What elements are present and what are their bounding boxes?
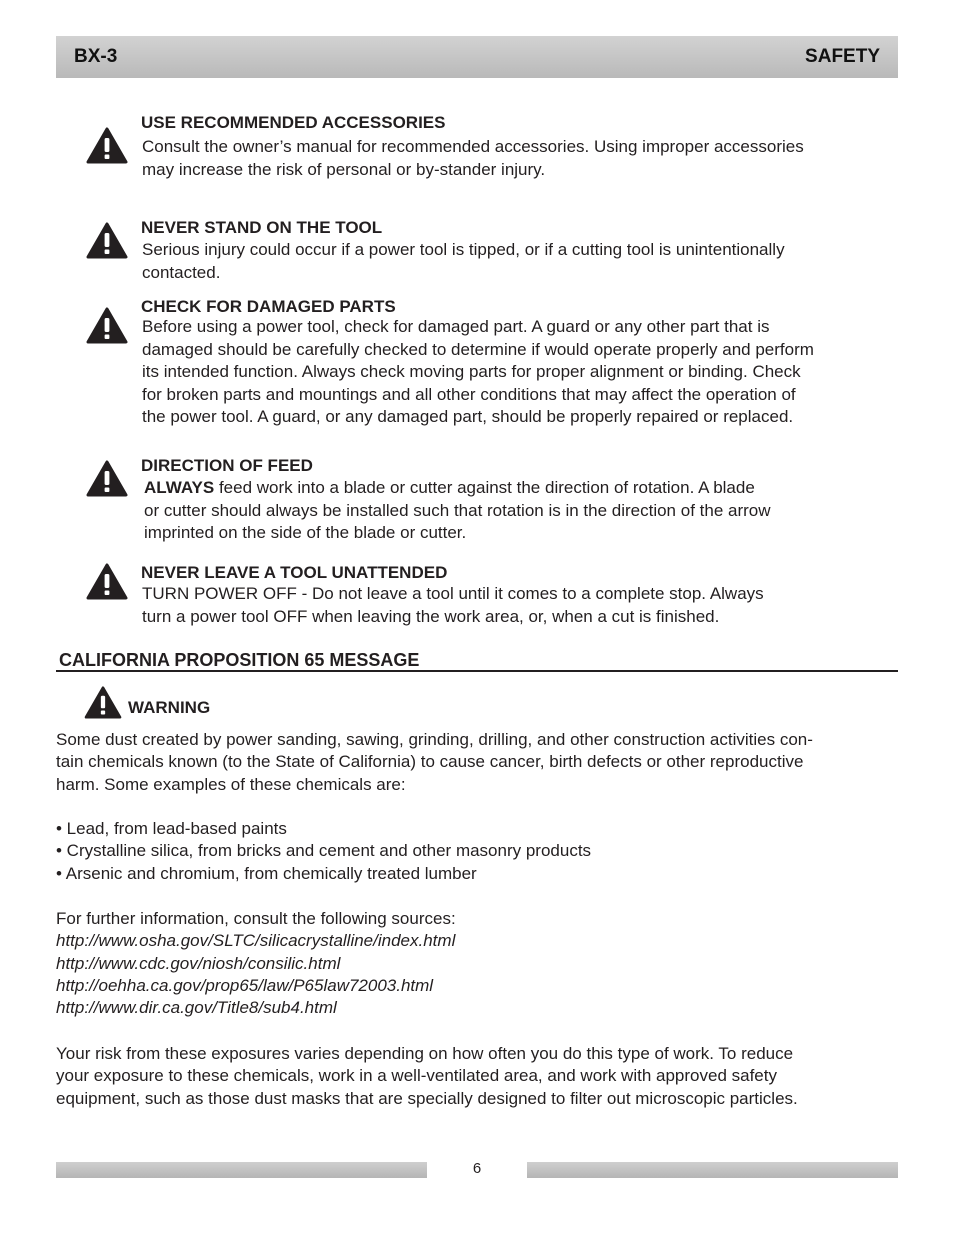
item-title: CHECK FOR DAMAGED PARTS: [141, 297, 396, 316]
warning-triangle-icon: [84, 686, 122, 719]
list-item: • Crystalline silica, from bricks and cement and other masonry products: [56, 841, 592, 861]
warning-triangle-icon: [86, 460, 128, 497]
prop65-heading: CALIFORNIA PROPOSITION 65 MESSAGE: [56, 650, 898, 672]
item-title: NEVER STAND ON THE TOOL: [141, 218, 383, 237]
footer-bar-right: [527, 1162, 898, 1178]
source-link-osha[interactable]: http://www.osha.gov/SLTC/silicacrystalline/index.html: [56, 931, 456, 951]
item-body: Serious injury could occur if a power tool is tipped, or if a cutting tool is unintentionally contacted.: [142, 240, 785, 282]
prop65-closing: Your risk from these exposures varies depending on how often you do this type of work. To reduce your exposure to these chemicals, work in a well-ventilated area, and work with approved safety equipment, such as those dust masks that are specially designed to filter out microscopic particles.: [56, 1044, 798, 1108]
safety-item-damaged-parts: [86, 297, 896, 437]
page-header: [56, 36, 898, 78]
warning-triangle-icon: [86, 127, 128, 164]
list-item: • Arsenic and chromium, from chemically treated lumber: [56, 863, 477, 883]
item-body: Consult the owner’s manual for recommended accessories. Using improper accessories may increase the risk of personal or by-stander injury.: [142, 137, 804, 179]
chemical-list: [56, 818, 591, 885]
sources-block: [56, 908, 456, 1019]
item-body: Before using a power tool, check for damaged part. A guard or any other part that is damaged should be carefully checked to determine if would operate properly and perform its intended function. Always check moving parts for proper alignment or binding. Check for broken parts and mountings and all other conditions that may affect the operation of the power tool. A guard, or any damaged part, should be properly repaired or replaced.: [142, 317, 814, 426]
safety-item-stand: [86, 218, 896, 288]
footer-bar-left: [56, 1162, 427, 1178]
item-title: NEVER LEAVE A TOOL UNATTENDED: [141, 563, 448, 582]
warning-triangle-icon: [86, 222, 128, 259]
sources-intro: For further information, consult the following sources:: [56, 909, 456, 928]
source-link-cdc[interactable]: http://www.cdc.gov/niosh/consilic.html: [56, 953, 341, 973]
item-body: ALWAYS feed work into a blade or cutter against the direction of rotation. A blade or cutter should always be installed such that rotation is in the direction of the arrow imprinted on the side of the blade or cutter.: [144, 478, 771, 542]
source-link-dir[interactable]: http://www.dir.ca.gov/Title8/sub4.html: [56, 998, 337, 1018]
header-section: SAFETY: [805, 46, 880, 67]
header-model: BX-3: [74, 46, 118, 67]
source-link-oehha[interactable]: http://oehha.ca.gov/prop65/law/P65law72003.html: [56, 975, 434, 995]
warning-triangle-icon: [86, 307, 128, 344]
item-title: USE RECOMMENDED ACCESSORIES: [141, 113, 446, 132]
warning-label: WARNING: [128, 698, 211, 717]
safety-item-feed: [86, 456, 896, 551]
safety-item-accessories: [86, 113, 896, 183]
prop65-intro: Some dust created by power sanding, sawing, grinding, drilling, and other construction activities con- tain chemicals known (to the State of California) to cause cancer, birth defects or other reproductive harm. Some examples of these chemicals are:: [56, 730, 813, 794]
page-number: 6: [472, 1160, 482, 1177]
warning-triangle-icon: [86, 563, 128, 600]
safety-item-unattended: [86, 563, 896, 633]
item-body: TURN POWER OFF - Do not leave a tool until it comes to a complete stop. Always turn a power tool OFF when leaving the work area, or, when a cut is finished.: [142, 584, 764, 626]
item-title: DIRECTION OF FEED: [141, 456, 313, 475]
list-item: • Lead, from lead-based paints: [56, 819, 287, 838]
